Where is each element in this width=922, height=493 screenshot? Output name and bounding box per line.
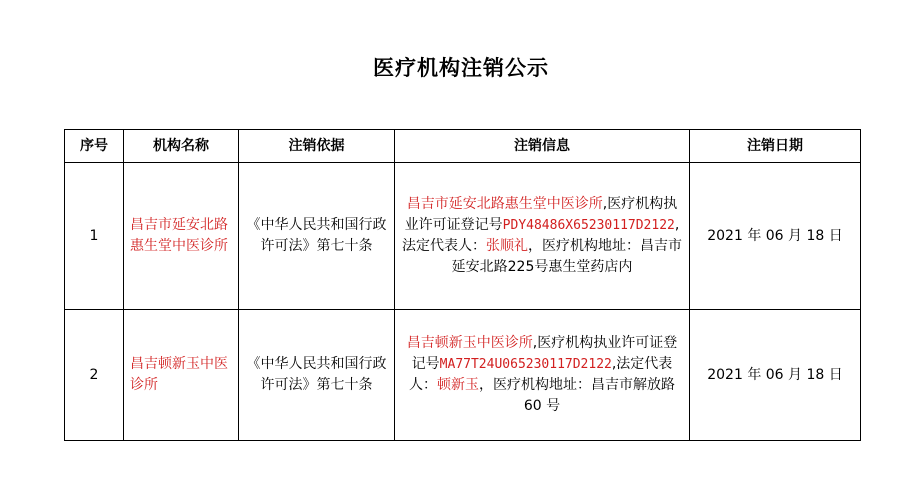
header-basis: 注销依据 [239,130,395,163]
row-index: 1 [65,163,124,310]
header-org-name: 机构名称 [124,130,239,163]
header-info: 注销信息 [395,130,690,163]
info-text: ，医疗机构地址：昌吉市延安北路225号惠生堂药店内 [451,238,682,275]
license-number: PDY48486X65230117D2122 [502,218,675,233]
license-number: MA77T24U065230117D2122 [439,357,612,372]
table-row [65,163,861,310]
table-header-row [65,130,861,163]
info-text: ,法定代表人： [402,217,680,254]
cancellation-basis: 《中华人民共和国行政许可法》第七十条 [239,163,395,310]
cancellation-date: 2021 年 06 月 18 日 [690,310,861,441]
legal-representative: 顿新玉 [437,377,479,393]
info-text: ,医疗机构执业许可证登记号 [411,335,678,372]
info-org-name: 昌吉顿新玉中医诊所 [406,335,533,351]
cancellation-table [64,129,861,441]
cancellation-date: 2021 年 06 月 18 日 [690,163,861,310]
legal-representative: 张顺礼 [486,238,528,254]
info-org-name: 昌吉市延安北路惠生堂中医诊所 [406,196,603,212]
cancellation-info [395,163,690,310]
info-text: ,法定代表人： [409,356,673,393]
page-title: 医疗机构注销公示 [373,55,549,80]
row-index: 2 [65,310,124,441]
header-index: 序号 [65,130,124,163]
cancellation-basis: 《中华人民共和国行政许可法》第七十条 [239,310,395,441]
org-name: 昌吉市延安北路惠生堂中医诊所 [124,163,239,310]
table-row [65,310,861,441]
cancellation-info [395,310,690,441]
info-text: ，医疗机构地址：昌吉市解放路 60 号 [479,377,675,414]
info-text: ,医疗机构执业许可证登记号 [404,196,678,233]
header-date: 注销日期 [690,130,861,163]
org-name: 昌吉顿新玉中医诊所 [124,310,239,441]
